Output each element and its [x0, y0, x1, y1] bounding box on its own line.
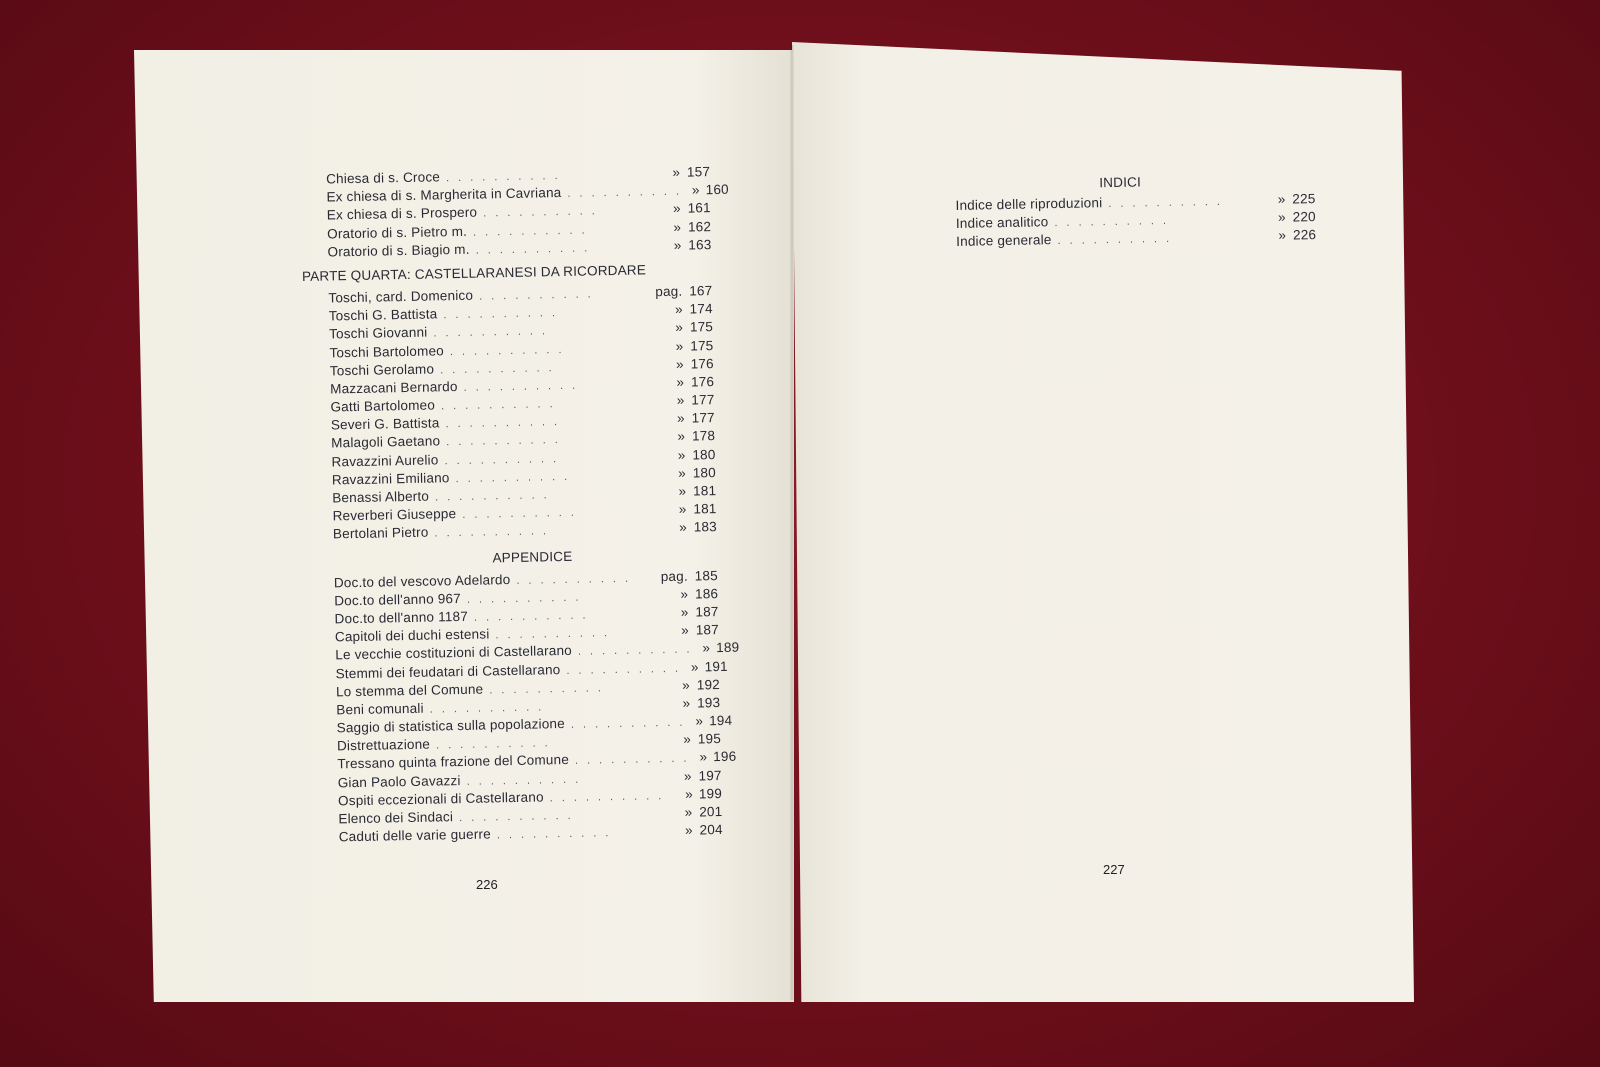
leader-dots: ..........: [1054, 214, 1176, 230]
entry-page: 194: [708, 712, 733, 729]
entry-prefix: »: [680, 604, 689, 620]
people-list: [302, 283, 717, 545]
entry-title: Gatti Bartolomeo: [330, 397, 436, 415]
entry-title: Ex chiesa di s. Prospero: [326, 204, 478, 223]
leader-dots: ..........: [466, 773, 588, 788]
entry-page: 226: [1292, 227, 1317, 243]
entry-prefix: »: [674, 301, 683, 317]
entry-title: Elenco dei Sindaci: [338, 809, 454, 827]
entry-title: Severi G. Battista: [330, 415, 440, 433]
entry-title: Chiesa di s. Croce: [325, 169, 441, 187]
entry-page: 201: [699, 804, 723, 820]
leader-dots: ..........: [570, 716, 692, 731]
leader-dots: ..........: [472, 223, 594, 239]
leader-dots: ..........: [458, 809, 580, 825]
leader-dots: ..........: [444, 452, 566, 467]
entry-title: Ravazzini Aurelio: [331, 452, 439, 470]
entry-page: 181: [693, 501, 717, 517]
entry-page: 199: [698, 785, 723, 802]
entry-prefix: pag.: [660, 568, 688, 584]
leader-dots: ..........: [434, 525, 556, 540]
leader-dots: ..........: [577, 643, 699, 659]
entry-prefix: »: [683, 731, 692, 747]
entry-page: 220: [1292, 209, 1316, 225]
entry-prefix: »: [677, 447, 686, 463]
entry-page: 163: [688, 236, 712, 253]
leader-dots: ..........: [445, 169, 567, 185]
leader-dots: ..........: [455, 470, 577, 485]
leader-dots: ..........: [1108, 195, 1230, 211]
entry-title: Mazzacani Bernardo: [330, 378, 458, 397]
entry-title: Ex chiesa di s. Margherita in Cavriana: [326, 185, 562, 205]
appendix-list: [308, 567, 740, 849]
leader-dots: ..........: [549, 789, 671, 805]
entry-title: Toschi G. Battista: [328, 306, 438, 324]
entry-title: Doc.to dell'anno 1187: [334, 608, 469, 627]
entry-page: 197: [698, 767, 722, 784]
entry-page: 176: [690, 373, 715, 390]
entry-prefix: »: [684, 822, 693, 838]
entry-prefix: »: [683, 768, 692, 784]
entry-title: Indice generale: [956, 232, 1052, 250]
entry-prefix: »: [675, 338, 684, 354]
entry-page: 196: [713, 749, 737, 765]
entry-prefix: »: [690, 658, 699, 675]
entry-title: Beni comunali: [336, 700, 424, 718]
entry-page: 175: [689, 319, 714, 335]
leader-dots: ..........: [574, 752, 696, 768]
leader-dots: ..........: [1057, 233, 1179, 248]
entry-page: 185: [694, 567, 718, 584]
indici-title: INDICI: [1099, 174, 1142, 191]
leader-dots: ..........: [495, 627, 617, 642]
leader-dots: ..........: [435, 737, 557, 752]
entry-page: 157: [686, 164, 711, 180]
entry-title: Toschi, card. Domenico: [328, 287, 474, 306]
leader-dots: ..........: [433, 325, 555, 340]
entry-page: 160: [705, 181, 729, 198]
entry-prefix: »: [1277, 191, 1286, 207]
entry-title: Reverberi Giuseppe: [332, 506, 457, 524]
entry-page: 178: [691, 428, 716, 444]
entry-title: Tressano quinta frazione del Comune: [337, 752, 570, 772]
entry-prefix: »: [682, 677, 691, 693]
entry-page: 192: [696, 676, 721, 693]
entry-title: Gian Paolo Gavazzi: [337, 772, 461, 791]
entry-title: Saggio di statistica sulla popolazione: [336, 716, 566, 736]
entry-title: Oratorio di s. Pietro m.: [327, 223, 468, 242]
leader-dots: ..........: [496, 827, 618, 842]
leader-dots: ..........: [567, 185, 689, 201]
entry-page: 183: [693, 519, 718, 535]
entry-page: 177: [691, 410, 715, 426]
entry-page: 186: [694, 585, 719, 602]
entry-prefix: »: [676, 374, 685, 390]
entry-page: 177: [691, 392, 715, 408]
entry-page: 195: [697, 731, 722, 747]
entry-prefix: »: [672, 164, 681, 180]
leader-dots: ..........: [483, 205, 604, 220]
entry-prefix: »: [676, 392, 685, 408]
entry-prefix: »: [677, 429, 686, 445]
leader-dots: ..........: [462, 506, 583, 522]
entry-title: Ospiti eccezionali di Castellarano: [337, 789, 544, 809]
entry-title: Toschi Gerolamo: [329, 361, 435, 379]
leader-dots: ..........: [466, 591, 588, 606]
leader-dots: ..........: [440, 398, 562, 413]
entry-page: 161: [687, 200, 711, 216]
entry-page: 180: [692, 446, 716, 463]
entry-prefix: »: [681, 622, 690, 638]
leader-dots: ..........: [445, 416, 567, 431]
entry-title: Doc.to dell'anno 967: [334, 590, 462, 609]
entry-title: Toschi Giovanni: [328, 324, 428, 342]
leader-dots: ..........: [475, 242, 597, 257]
entry-prefix: pag.: [655, 283, 683, 300]
entry-title: Ravazzini Emiliano: [331, 469, 450, 488]
entry-page: 175: [690, 337, 714, 354]
leader-dots: ..........: [429, 701, 551, 716]
entry-title: Indice analitico: [955, 214, 1049, 232]
entry-page: 181: [692, 483, 717, 499]
entry-page: 167: [689, 283, 713, 299]
entry-title: Le vecchie costituzioni di Castellarano: [335, 643, 573, 663]
entry-title: Malagoli Gaetano: [331, 433, 441, 451]
leader-dots: ..........: [473, 609, 595, 624]
entry-title: Lo stemma del Comune: [335, 681, 484, 700]
entry-prefix: »: [675, 319, 684, 336]
book-gutter: [790, 45, 794, 1000]
entry-title: Capitoli dei duchi estensi: [334, 626, 490, 645]
entry-prefix: »: [682, 695, 691, 711]
entry-prefix: »: [673, 237, 682, 253]
leader-dots: ..........: [463, 379, 585, 394]
entry-prefix: »: [685, 786, 694, 802]
leader-dots: ..........: [434, 489, 556, 504]
entry-prefix: »: [680, 586, 689, 602]
entry-page: 189: [716, 639, 740, 656]
entry-prefix: »: [678, 483, 687, 499]
entry-page: 180: [692, 464, 716, 481]
left-page-number: 226: [476, 877, 498, 892]
leader-dots: ..........: [440, 361, 561, 377]
section-heading: PARTE QUARTA: CASTELLARANESI DA RICORDARE: [301, 262, 647, 284]
entry-prefix: »: [673, 219, 682, 235]
entry-title: Indice delle riproduzioni: [955, 195, 1103, 213]
entry-page: 193: [696, 694, 721, 711]
entry-prefix: »: [679, 520, 688, 536]
entry-title: Distrettuazione: [336, 736, 431, 754]
right-table-of-contents: [955, 171, 1316, 252]
leader-dots: ..........: [489, 681, 610, 697]
entry-prefix: »: [1278, 228, 1287, 244]
entry-page: 187: [695, 622, 720, 638]
left-table-of-contents: [300, 164, 740, 848]
entry-page: 191: [704, 658, 728, 674]
entry-page: 204: [699, 822, 723, 838]
entry-prefix: »: [691, 182, 700, 198]
appendix-heading: APPENDICE: [492, 548, 573, 565]
leader-dots: ..........: [446, 434, 567, 449]
entry-page: 162: [687, 218, 712, 235]
entry-title: Bertolani Pietro: [332, 524, 429, 542]
entry-prefix: »: [678, 501, 687, 517]
entry-title: Stemmi dei feudatari di Castellarano: [335, 661, 561, 681]
entry-page: 225: [1292, 191, 1316, 207]
entry-prefix: »: [675, 356, 684, 372]
entry-prefix: »: [676, 410, 685, 427]
entry-title: Oratorio di s. Biagio m.: [327, 241, 470, 260]
leader-dots: ..........: [566, 662, 688, 677]
entry-page: 176: [690, 355, 714, 372]
entry-title: Doc.to del vescovo Adelardo: [333, 571, 511, 590]
entry-prefix: »: [684, 804, 693, 820]
leader-dots: ..........: [443, 307, 565, 322]
leader-dots: ..........: [516, 572, 638, 587]
entry-title: Caduti delle varie guerre: [338, 826, 491, 845]
leader-dots: ..........: [479, 288, 600, 303]
entry-prefix: »: [1277, 209, 1286, 225]
entry-page: 187: [695, 603, 719, 620]
right-page-number: 227: [1103, 862, 1125, 877]
entry-prefix: »: [699, 749, 708, 765]
church-list: [300, 164, 729, 263]
entry-title: Benassi Alberto: [332, 488, 430, 506]
entry-prefix: »: [695, 713, 704, 729]
entry-prefix: »: [702, 640, 711, 656]
entry-page: 174: [689, 301, 713, 317]
entry-prefix: »: [672, 201, 681, 217]
entry-title: Toschi Bartolomeo: [329, 342, 445, 360]
entry-prefix: »: [677, 465, 686, 481]
leader-dots: ..........: [449, 343, 571, 358]
